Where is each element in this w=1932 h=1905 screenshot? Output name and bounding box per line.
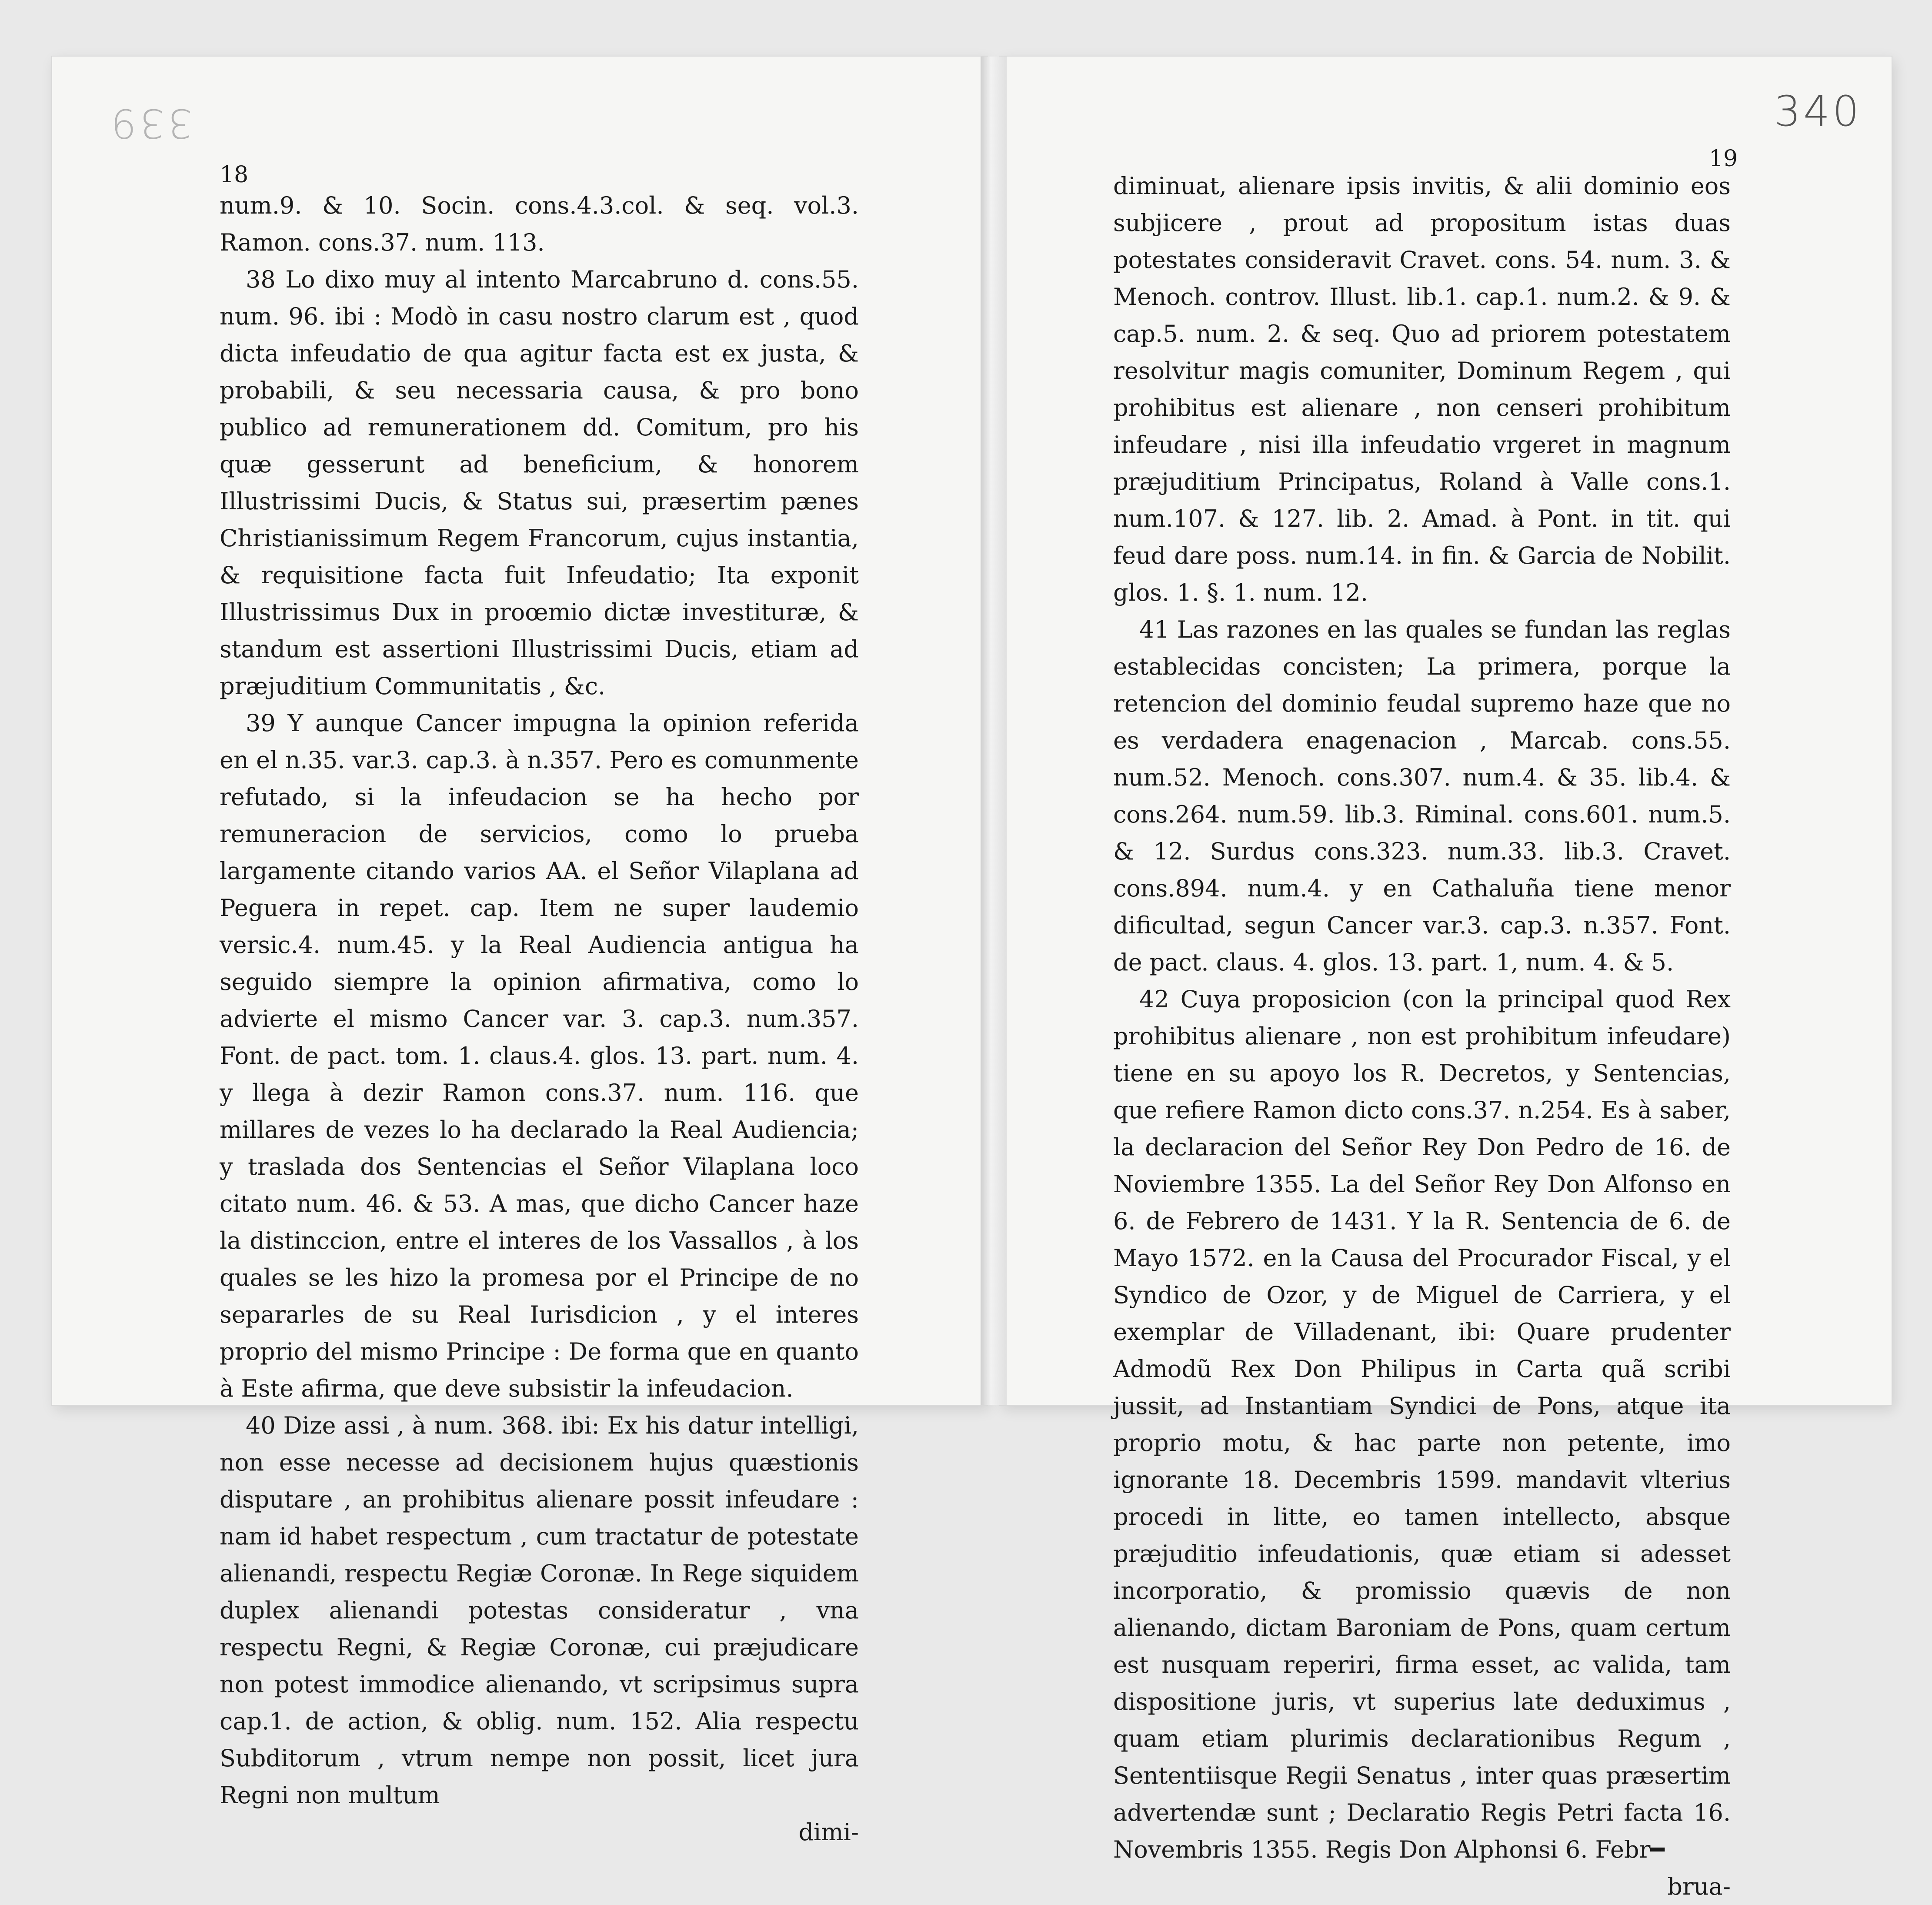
left-text-column xyxy=(220,187,859,1851)
left-paragraph: 40 Dize assi , à num. 368. ibi: Ex his datur intelligi, non esse necesse ad decisionem hujus quæstionis disputare , an prohibitus alienare possit infeudare : nam id habet respectum , cum tractatur de potestate alienandi, respectu Regiæ Coronæ. In Rege siquidem duplex alienandi potestas consideratur , vna respectu Regni, & Regiæ Coronæ, cui præjudicare non potest immodice alienando, vt scripsimus supra cap.1. de action, & oblig. num. 152. Alia respectu Subditorum , vtrum nempe non possit, licet jura Regni non multum xyxy=(220,1412,859,1809)
right-folio-handwritten: 340 xyxy=(1774,87,1862,136)
right-catchword: brua- xyxy=(1667,1873,1731,1900)
left-folio-handwritten: 339 xyxy=(109,100,193,147)
left-paragraph: 39 Y aunque Cancer impugna la opinion referida en el n.35. var.3. cap.3. à n.357. Pero es comunmente refutado, si la infeudacion se ha hecho por remuneracion de servicios, como lo prueba largamente citando varios AA. el Señor Vilaplana ad Peguera in repet. cap. Item ne super laudemio versic.4. num.45. y la Real Audiencia antigua ha seguido siempre la opinion afirmativa, como lo advierte el mismo Cancer var. 3. cap.3. num.357. Font. de pact. tom. 1. claus.4. glos. 13. part. num. 4. y llega à dezir Ramon cons.37. num. 116. que millares de vezes lo ha declarado la Real Audiencia; y traslada dos Sentencias el Señor Vilaplana loco citato num. 46. & 53. A mas, que dicho Cancer haze la distinccion, entre el interes de los Vassallos , à los quales se les hizo la promesa por el Principe de no separarles de su Real Iurisdicion , y el interes proprio del mismo Principe : De forma que en quanto à Este afirma, que deve subsistir la infeudacion. xyxy=(220,709,859,1402)
right-paragraph: 41 Las razones en las quales se fundan las reglas establecidas concisten; La primera, porque la retencion del dominio feudal supremo haze que no es verdadera enagenacion , Marcab. cons.55. num.52. Menoch. cons.307. num.4. & 35. lib.4. & cons.264. num.59. lib.3. Riminal. cons.601. num.5. & 12. Surdus cons.323. num.33. lib.3. Cravet. cons.894. num.4. y en Cathaluña tiene menor dificultad, segun Cancer var.3. cap.3. n.357. Font. de pact. claus. 4. glos. 13. part. 1, num. 4. & 5. xyxy=(1113,616,1731,976)
right-paragraph: 42 Cuya proposicion (con la principal quod Rex prohibitus alienare , non est prohibitum infeudare) tiene en su apoyo los R. Decretos, y Sentencias, que refiere Ramon dicto cons.37. n.254. Es à saber, la declaracion del Señor Rey Don Pedro de 16. de Noviembre 1355. La del Señor Rey Don Alfonso en 6. de Febrero de 1431. Y la R. Sentencia de 6. de Mayo 1572. en la Causa del Procurador Fiscal, y el Syndico de Ozor, y de Miguel de Carriera, y el exemplar de Villadenant, ibi: Quare prudenter Admodũ Rex Don Philipus in Carta quã scribi jussit, ad Instantiam Syndici de Pons, atque ita proprio motu, & hac parte non petente, imo ignorante 18. Decembris 1599. mandavit vlterius procedi in litte, eo tamen intellecto, absque præjuditio infeudationis, quæ etiam si adesset incorporatio, & promissio quævis de non alienando, dictam Baroniam de Pons, quam certum est nusquam reperiri, firma esset, ac valida, tam dispositione juris, vt superius late deduximus , quam etiam plurimis declarationibus Regum , Sententiisque Regii Senatus , inter quas præsertim advertendæ sunt ; Declaratio Regis Petri facta 16. Novembris 1355. Regis Don Alphonsi 6. Febr━ xyxy=(1113,986,1731,1863)
right-page-number: 19 xyxy=(1709,146,1738,172)
book-spine xyxy=(981,57,1007,1405)
left-paragraph: 38 Lo dixo muy al intento Marcabruno d. cons.55. num. 96. ibi : Modò in casu nostro clarum est , quod dicta infeudatio de qua agitur facta est ex justa, & probabili, & seu necessaria causa, & pro bono publico ad remunerationem dd. Comitum, pro his quæ gesserunt ad beneficium, & honorem Illustrissimi Ducis, & Status sui, præsertim pænes Christianissimum Regem Francorum, cujus instantia, & requisitione facta fuit Infeudatio; Ita exponit Illustrissimus Dux in proœmio dictæ investituræ, & standum est assertioni Illustrissimi Ducis, etiam ad præjuditium Communitatis , &c. xyxy=(220,266,859,700)
left-page-number: 18 xyxy=(220,162,249,188)
right-paragraph: diminuat, alienare ipsis invitis, & alii dominio eos subjicere , prout ad propositum istas duas potestates consideravit Cravet. cons. 54. num. 3. & Menoch. controv. Illust. lib.1. cap.1. num.2. & 9. & cap.5. num. 2. & seq. Quo ad priorem potestatem resolvitur magis comuniter, Dominum Regem , qui prohibitus est alienare , non censeri prohibitum infeudare , nisi illa infeudatio vrgeret in magnum præjuditium Principatus, Roland à Valle cons.1. num.107. & 127. lib. 2. Amad. à Pont. in tit. qui feud dare poss. num.14. in fin. & Garcia de Nobilit. glos. 1. §. 1. num. 12. xyxy=(1113,172,1731,606)
left-paragraph: num.9. & 10. Socin. cons.4.3.col. & seq. vol.3. Ramon. cons.37. num. 113. xyxy=(220,192,859,256)
right-text-column xyxy=(1113,167,1731,1905)
left-catchword: dimi- xyxy=(798,1818,859,1846)
